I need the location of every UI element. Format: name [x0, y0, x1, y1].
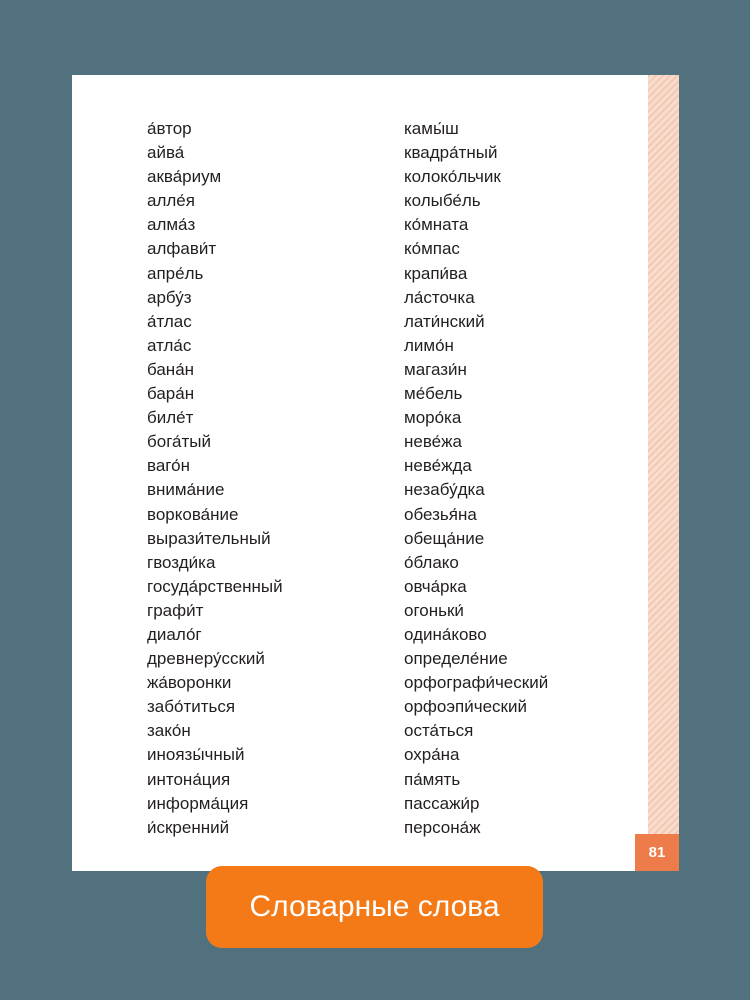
dictionary-word: о́блако	[404, 552, 459, 572]
dictionary-word: ваго́н	[147, 456, 190, 476]
dictionary-word: внима́ние	[147, 480, 225, 500]
dictionary-word: ме́бель	[404, 384, 463, 404]
dictionary-word: а́втор	[147, 119, 192, 138]
dictionary-word: колыбе́ль	[404, 191, 481, 211]
dictionary-word: незабу́дка	[404, 480, 485, 500]
banner-label: Словарные слова	[249, 890, 500, 923]
dictionary-word: зако́н	[147, 721, 191, 741]
dictionary-word: информа́ция	[147, 793, 249, 813]
dictionary-word: орфоэпи́ческий	[404, 697, 527, 717]
dictionary-word: бана́н	[147, 359, 195, 379]
dictionary-word: неве́жа	[404, 432, 462, 452]
dictionary-word: неве́жда	[404, 456, 472, 476]
dictionary-word: колоко́льчик	[404, 167, 501, 187]
page-number: 81	[635, 834, 679, 871]
dictionary-word: графи́т	[147, 600, 204, 620]
dictionary-word: ла́сточка	[404, 287, 475, 307]
dictionary-word: алле́я	[147, 191, 195, 211]
word-list-right	[404, 117, 548, 840]
dictionary-word: овча́рка	[404, 576, 467, 596]
dictionary-word: забо́титься	[147, 697, 236, 717]
dictionary-word: древнеру́сский	[147, 649, 265, 669]
book-page	[72, 75, 679, 871]
dictionary-word: огоньки́	[404, 600, 464, 620]
dictionary-word: магази́н	[404, 359, 467, 379]
dictionary-word: одина́ково	[404, 624, 487, 644]
dictionary-word: пассажи́р	[404, 793, 480, 813]
dictionary-word: гвозди́ка	[147, 552, 216, 572]
word-list-left	[147, 117, 283, 840]
dictionary-word: аква́риум	[147, 167, 222, 187]
dictionary-word: а́тлас	[147, 311, 192, 331]
dictionary-word: лимо́н	[404, 335, 454, 355]
dictionary-word: лати́нский	[404, 311, 485, 331]
dictionary-word: персона́ж	[404, 817, 481, 837]
dictionary-word: иноязы́чный	[147, 745, 245, 765]
dictionary-word: интона́ция	[147, 769, 231, 789]
dictionary-word: арбу́з	[147, 287, 192, 307]
dictionary-word: па́мять	[404, 769, 461, 789]
dictionary-word: оста́ться	[404, 721, 474, 741]
dictionary-word: айва́	[147, 143, 185, 163]
dictionary-word: моро́ка	[404, 408, 462, 428]
dictionary-word: биле́т	[147, 408, 194, 428]
dictionary-word: крапи́ва	[404, 263, 468, 283]
dictionary-word: ко́мната	[404, 215, 469, 235]
dictionary-word: квадра́тный	[404, 143, 498, 163]
dictionary-word: диало́г	[147, 624, 202, 644]
dictionary-word: обезья́на	[404, 504, 477, 524]
dictionary-word: воркова́ние	[147, 504, 239, 524]
dictionary-word: жа́воронки	[147, 673, 232, 693]
dictionary-word: вырази́тельный	[147, 528, 271, 548]
dictionary-word: госуда́рственный	[147, 576, 283, 596]
dictionary-word: апре́ль	[147, 263, 204, 283]
dictionary-word: атла́с	[147, 335, 192, 355]
dictionary-words-button[interactable]	[206, 866, 543, 948]
dictionary-word: ко́мпас	[404, 239, 460, 259]
dictionary-word: камы́ш	[404, 119, 459, 138]
dictionary-word: алфави́т	[147, 239, 217, 259]
dictionary-word: и́скренний	[147, 817, 230, 837]
dictionary-word: бога́тый	[147, 432, 211, 452]
dictionary-word: алма́з	[147, 215, 196, 235]
dictionary-word: охра́на	[404, 745, 460, 765]
dictionary-word: орфографи́ческий	[404, 673, 549, 693]
page-margin-strip	[648, 75, 679, 871]
dictionary-word: определе́ние	[404, 649, 508, 669]
dictionary-word: бара́н	[147, 384, 195, 404]
dictionary-word: обеща́ние	[404, 528, 485, 548]
